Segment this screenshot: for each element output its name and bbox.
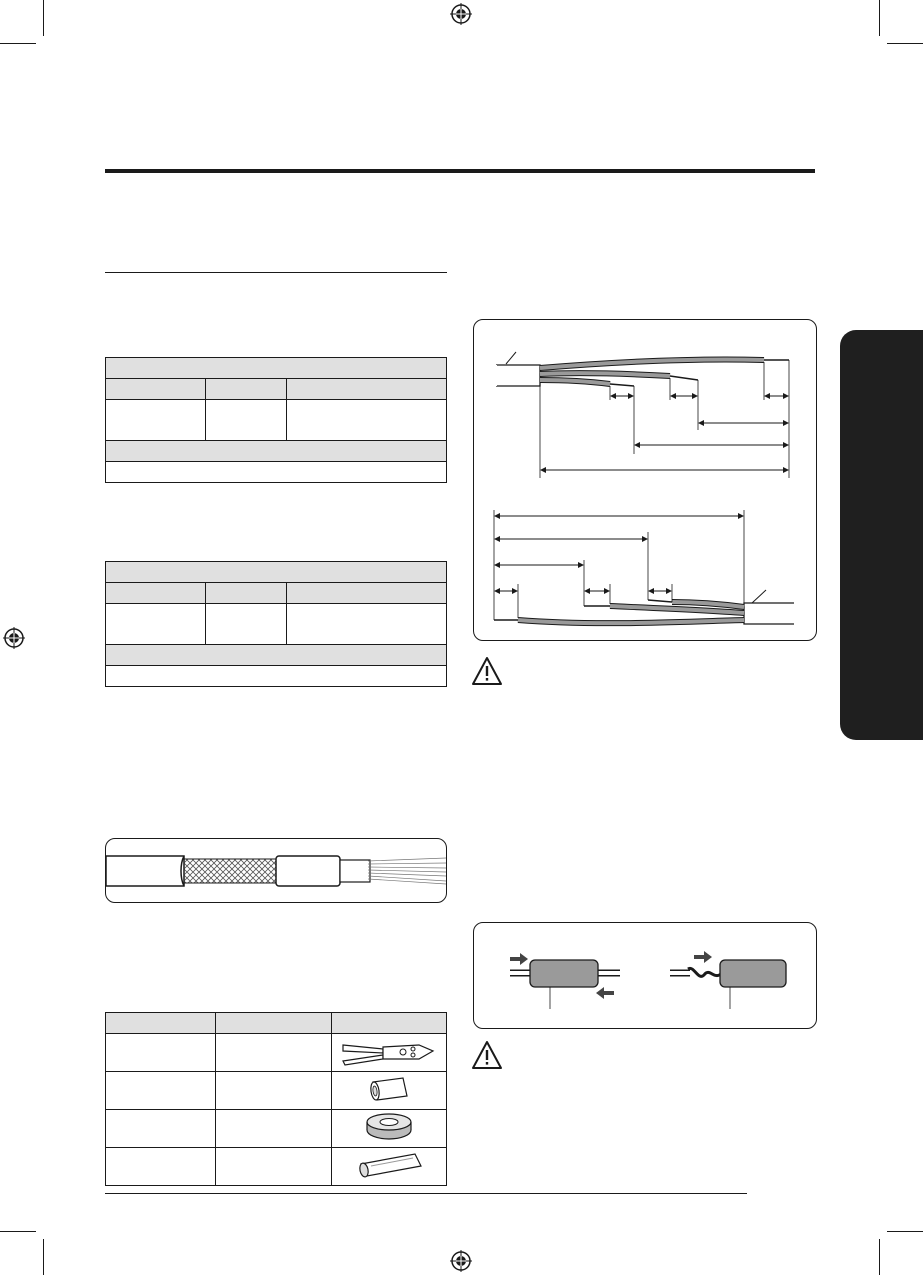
tools-table	[105, 1012, 447, 1186]
table-row	[106, 1148, 447, 1186]
wire-stripping-figure	[473, 319, 817, 641]
table-row	[106, 645, 447, 666]
crimping-tool-icon	[339, 1035, 439, 1067]
table-row	[106, 441, 447, 462]
table-row	[106, 1013, 447, 1034]
insulation-tape-icon	[359, 1112, 419, 1142]
registration-mark-left	[3, 627, 25, 649]
warning-icon	[471, 1040, 503, 1070]
sleeve-cell	[332, 1072, 447, 1110]
sleeve-icon	[359, 1074, 419, 1104]
footer-rule	[105, 1193, 747, 1194]
header-rule	[105, 169, 815, 173]
cable-shield-figure	[105, 838, 447, 903]
crop-mark-bl-v	[43, 1239, 44, 1275]
chapter-side-tab	[840, 330, 923, 740]
table-row	[106, 1034, 447, 1072]
crop-mark-br-h	[887, 1231, 923, 1232]
warning-icon	[471, 656, 503, 686]
crop-mark-bl-h	[0, 1231, 36, 1232]
crop-mark-br-v	[879, 1239, 880, 1275]
registration-mark-bottom	[450, 1250, 472, 1272]
sleeve-insertion-diagram	[474, 923, 816, 1028]
section-rule	[105, 272, 447, 273]
shielded-cable-illustration	[106, 839, 446, 902]
table-row	[106, 604, 447, 645]
table-row	[106, 358, 447, 379]
crop-mark-tr-h	[887, 43, 923, 44]
shrink-tube-cell	[332, 1148, 447, 1186]
table-row	[106, 1110, 447, 1148]
table-row	[106, 400, 447, 441]
crimping-tool-cell	[332, 1034, 447, 1072]
table-row	[106, 666, 447, 687]
table-row	[106, 462, 447, 483]
tape-cell	[332, 1110, 447, 1148]
wire-stripping-diagram	[474, 320, 816, 640]
crop-mark-tr-v	[879, 0, 880, 36]
table-row	[106, 583, 447, 604]
table-row	[106, 379, 447, 400]
crop-mark-tl-h	[0, 43, 36, 44]
table-row	[106, 562, 447, 583]
shrink-tube-icon	[349, 1150, 429, 1180]
cable-spec-table-2	[105, 561, 447, 687]
sleeve-insertion-figure	[473, 922, 817, 1029]
crop-mark-tl-v	[43, 0, 44, 36]
table-row	[106, 1072, 447, 1110]
cable-spec-table-1	[105, 357, 447, 483]
registration-mark-top	[450, 3, 472, 25]
